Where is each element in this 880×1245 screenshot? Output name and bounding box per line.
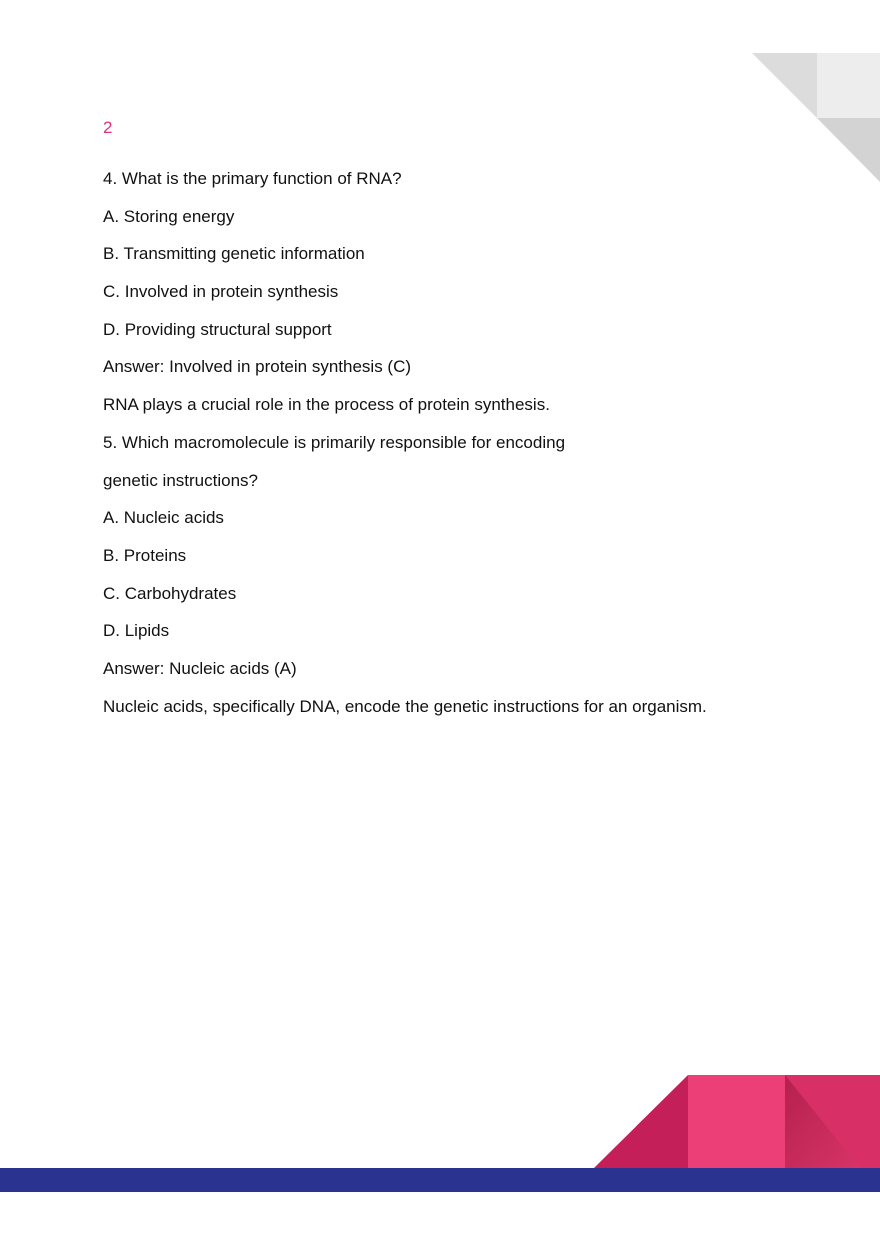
gray-square: [817, 53, 880, 118]
q5-explanation: Nucleic acids, specifically DNA, encode the genetic instructions for an organism.: [103, 696, 707, 716]
question-5-text-line1: 5. Which macromolecule is primarily responsible for encoding: [103, 432, 566, 452]
q4-option-a: A. Storing energy: [103, 206, 235, 226]
question-4-text: 4. What is the primary function of RNA?: [103, 169, 402, 188]
q4-answer: Answer: Involved in protein synthesis (C): [103, 357, 412, 377]
q5-answer: Answer: Nucleic acids (A): [103, 658, 297, 678]
q4-option-b: B. Transmitting genetic information: [103, 244, 365, 264]
q4-option-d: D. Providing structural support: [103, 319, 332, 339]
q5-option-d: D. Lipids: [103, 621, 170, 641]
q5-option-a: A. Nucleic acids: [103, 508, 224, 528]
page-number: 2: [103, 118, 113, 137]
gray-triangle-dark: [817, 118, 880, 182]
q5-option-c: C. Carbohydrates: [103, 583, 237, 603]
question-content: [103, 168, 783, 733]
q4-option-c: C. Involved in protein synthesis: [103, 282, 339, 302]
gray-triangle-light: [752, 53, 817, 118]
navy-footer-bar: [0, 1168, 880, 1192]
footer-decoration: [0, 1060, 880, 1245]
pink-block: [688, 1075, 785, 1168]
q4-explanation: RNA plays a crucial role in the process of protein synthesis.: [103, 395, 550, 415]
pink-triangle-dark: [594, 1075, 688, 1168]
q5-option-b: B. Proteins: [103, 545, 187, 565]
question-5-text-line2: genetic instructions?: [103, 470, 258, 490]
